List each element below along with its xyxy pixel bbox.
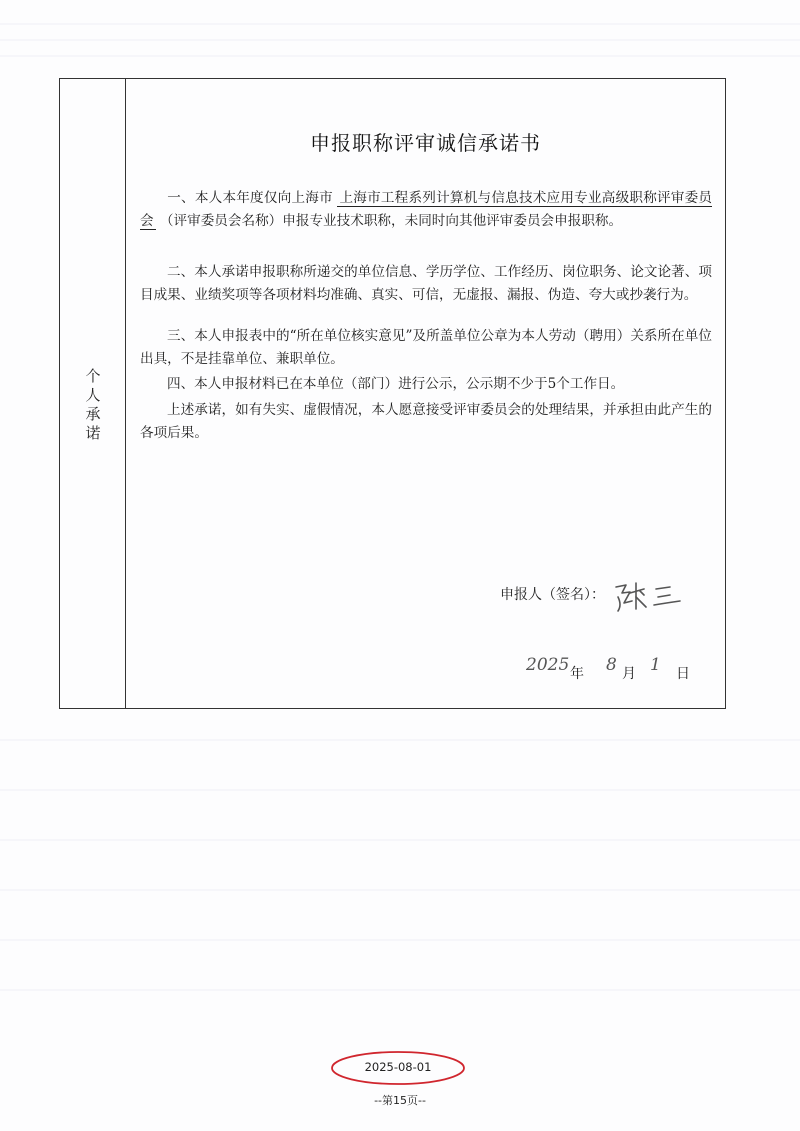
signature-date bbox=[526, 657, 726, 687]
clause-1-prefix: 一、本人本年度仅向上海市 bbox=[167, 190, 333, 206]
clause-2-text: 二、本人承诺申报职称所递交的单位信息、学历学位、工作经历、岗位职务、论文论著、项目成果、业绩奖项等各项材料均准确、真实、可信，无虚报、漏报、伪造、夸大或抄袭行为。 bbox=[140, 264, 712, 303]
side-label-char: 诺 bbox=[85, 424, 101, 442]
document-title: 申报职称评审诚信承诺书 bbox=[310, 131, 541, 155]
clause-1 bbox=[140, 187, 712, 232]
footer-date-stamp bbox=[330, 1050, 466, 1086]
handwritten-signature bbox=[610, 579, 690, 615]
commitment-form bbox=[59, 78, 726, 709]
day-unit: 日 bbox=[676, 666, 690, 682]
clause-5-text: 上述承诺，如有失实、虚假情况，本人愿意接受评审委员会的处理结果，并承担由此产生的各项后果。 bbox=[140, 402, 712, 441]
form-content bbox=[126, 79, 725, 708]
handwritten-month: 8 bbox=[606, 655, 617, 675]
side-label-char: 承 bbox=[85, 405, 101, 423]
side-label-char: 个 bbox=[85, 367, 101, 385]
footer-date-text: 2025-08-01 bbox=[364, 1060, 432, 1074]
clause-4-text: 四、本人申报材料已在本单位（部门）进行公示，公示期不少于5个工作日。 bbox=[167, 376, 625, 392]
handwritten-year: 2025 bbox=[526, 655, 570, 675]
clause-3 bbox=[140, 325, 712, 370]
page-number: --第15页-- bbox=[374, 1094, 426, 1107]
clause-4 bbox=[140, 373, 712, 396]
clause-2 bbox=[140, 261, 712, 306]
clause-1-suffix: （评审委员会名称）申报专业技术职称，未同时向其他评审委员会申报职称。 bbox=[159, 212, 623, 229]
clause-5 bbox=[140, 399, 712, 444]
side-column bbox=[60, 79, 126, 708]
committee-name-field: 上海市工程系列计算机与信息技术应用专业高级职称评审委员会 bbox=[140, 190, 713, 229]
signature-label: 申报人（签名）： bbox=[500, 587, 605, 603]
side-label-char: 人 bbox=[85, 386, 101, 404]
handwritten-day: 1 bbox=[650, 655, 661, 675]
side-label-personal-commitment bbox=[84, 367, 102, 443]
year-unit: 年 bbox=[570, 666, 584, 682]
clause-3-text: 三、本人申报表中的“所在单位核实意见”及所盖单位公章为本人劳动（聘用）关系所在单位出具，不是挂靠单位、兼职单位。 bbox=[140, 328, 712, 367]
month-unit: 月 bbox=[622, 666, 636, 682]
